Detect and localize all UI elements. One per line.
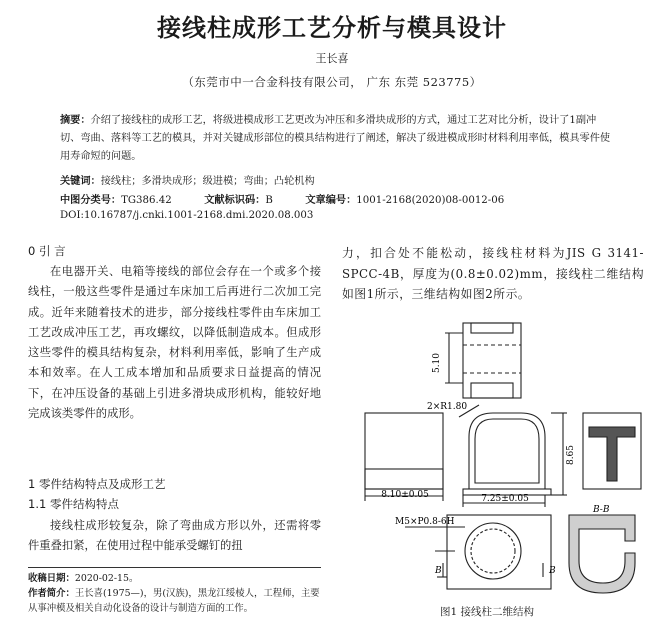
- doi: DOI:10.16787/j.cnki.1001-2168.dmi.2020.08.003: [60, 210, 314, 221]
- keywords: 接线柱；多滑块成形；级进模；弯曲；凸轮机构: [100, 176, 315, 187]
- page-title: 接线柱成形工艺分析与模具设计: [157, 14, 507, 42]
- author-name: 王长喜: [315, 52, 349, 65]
- intro-paragraph: [28, 262, 321, 424]
- intro-heading: 0 引 言: [28, 244, 66, 258]
- abstract-label: 摘要：: [60, 115, 91, 126]
- received-date: 2020-02-15。: [74, 573, 139, 584]
- doccode-value: B: [265, 195, 273, 206]
- footnote-received: [28, 572, 323, 587]
- bio-label: 作者简介：: [28, 588, 75, 599]
- section-1-1-heading: 1.1 零件结构特点: [28, 497, 119, 511]
- section-1-1-paragraph: [28, 516, 321, 557]
- classification-row: [60, 191, 616, 206]
- section-mark-left: B: [435, 566, 442, 576]
- section-mark-right: B: [549, 566, 556, 576]
- article-label: 文章编号：: [305, 195, 357, 206]
- dim-865: 8.65: [566, 444, 576, 466]
- received-label: 收稿日期：: [28, 573, 75, 584]
- footnote-rule: [28, 567, 321, 568]
- bio-text: 王长喜(1975—)，男(汉族)，黑龙江绥棱人，工程师，主要从事冲模及相关自动化设备的设计与制造方面的工作。: [28, 588, 320, 614]
- section-b-b-view: [569, 515, 635, 593]
- clc-value: TG386.42: [121, 195, 172, 206]
- dim-r180: 2×R1.80: [427, 402, 468, 412]
- footnote-bio: [28, 587, 323, 616]
- left-view: [365, 413, 443, 501]
- front-view: [459, 405, 567, 507]
- right-paragraph: 力，扣合处不能松动，接线柱材料为JIS G 3141-SPCC-4B，厚度为(0.8±0.02)mm，接线柱二维结构如图1所示，三维结构如图2所示。: [342, 246, 644, 301]
- top-view: [445, 323, 521, 398]
- figure-1-caption: 图1 接线柱二维结构: [440, 606, 535, 618]
- keywords-label: 关键词：: [60, 176, 101, 187]
- doccode-label: 文献标识码：: [204, 195, 266, 206]
- keywords-row: [60, 172, 616, 187]
- figure-1-drawing: [335, 315, 655, 605]
- right-view: [583, 413, 641, 489]
- affiliation: （东莞市中一合金科技有限公司， 广东 东莞 523775）: [182, 75, 482, 89]
- intro-text: 在电器开关、电箱等接线的部位会存在一个或多个接线柱，一般这些零件是通过车床加工后再进行二次加工完成。近年来随着技术的进步，部分接线柱零件由车床加工工艺改成冲压工艺，再攻螺纹，以降低制造成本。但成形这些零件的模具结构复杂，材料利用率低，影响了生产成本和效率。在人工成本增加和品质要求日益提高的情况下，在冲压设备的基础上引进多滑块成形机构，能较好地完成该类零件的成形。: [28, 265, 321, 421]
- section-label: B-B: [593, 505, 610, 515]
- clc-label: 中图分类号：: [60, 195, 122, 206]
- section-1-1-text: 接线柱成形较复杂，除了弯曲成方形以外，还需将零件重叠扣紧，在使用过程中能承受螺钉的扭: [28, 519, 321, 553]
- abstract-block: [60, 112, 616, 166]
- section-1-heading: 1 零件结构特点及成形工艺: [28, 477, 166, 491]
- dim-810: 8.10±0.05: [381, 490, 429, 500]
- article-value: 1001-2168(2020)08-0012-06: [356, 195, 505, 206]
- dim-725: 7.25±0.05: [481, 494, 529, 504]
- dim-510: 5.10: [432, 352, 442, 374]
- abstract-text: 介绍了接线柱的成形工艺，将级进模成形工艺更改为冲压和多滑块成形的方式，通过工艺对比分析，设计了1副冲切、弯曲、落料等工艺的模具，并对关键成形部位的模具结构进行了阐述，解决了级进模成形时材料利用率低，模具零件使用寿命短的问题。: [60, 115, 611, 162]
- thread-spec: M5×P0.8-6H: [395, 517, 455, 527]
